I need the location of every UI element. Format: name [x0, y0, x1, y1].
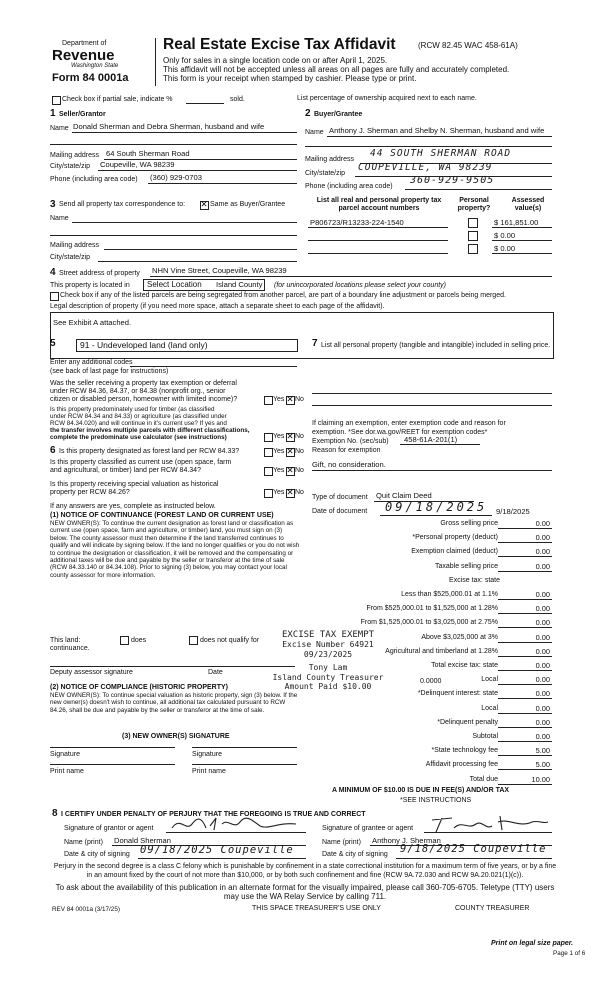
legal-description: See Exhibit A attached.	[53, 318, 132, 327]
calc-line	[498, 613, 552, 614]
personal-checkbox-2[interactable]	[468, 231, 478, 241]
calc-row	[312, 745, 560, 757]
seller-city-label: City/state/zip	[50, 163, 91, 170]
grantee-date-label: Date & city of signing	[322, 851, 388, 858]
header-line-3: This form is your receipt when stamped by cashier. Please type or print.	[163, 74, 417, 83]
calc-row	[312, 546, 560, 558]
section3-city-label: City/state/zip	[50, 254, 91, 261]
calc-value[interactable]: 0.00	[535, 675, 550, 685]
timber-no-checkbox[interactable]	[286, 433, 295, 442]
calc-row	[312, 617, 560, 629]
reason-label: Reason for exemption	[312, 447, 381, 454]
section3-name-line-2	[50, 235, 297, 236]
forest-yes-label: Yes	[273, 448, 285, 455]
form-number: Form 84 0001a	[52, 72, 129, 84]
buyer-name-line	[327, 136, 552, 137]
calc-value[interactable]: 0.00	[535, 590, 550, 599]
grantee-date-line	[396, 858, 552, 859]
new-owner-sig-label-2: Signature	[192, 751, 222, 758]
stamp-line-5: Island County Treasurer	[272, 672, 384, 682]
calc-row	[312, 688, 560, 700]
exemption-no[interactable]: 458-61A-201(1)	[404, 435, 458, 444]
historic-q2: property per RCW 84.26?	[50, 489, 130, 496]
calc-line	[498, 542, 552, 543]
historic-q1: Is this property receiving special valuation as historical	[50, 481, 219, 488]
personal-checkbox-1[interactable]	[468, 218, 478, 228]
rcw-reference: (RCW 82.45 WAC 458-61A)	[418, 41, 518, 50]
calc-line	[498, 528, 552, 529]
calc-value[interactable]: 0.00	[535, 661, 550, 670]
grantor-signature[interactable]	[170, 814, 300, 834]
header-divider	[155, 38, 156, 86]
calc-value[interactable]: 0.00	[535, 519, 550, 528]
forest-yes-checkbox[interactable]	[264, 448, 273, 457]
calc-row	[312, 532, 560, 544]
grantee-date-city[interactable]: 9/18/2025 Coupeville	[400, 843, 547, 855]
section3-number: 3	[50, 199, 56, 210]
personal-checkbox-3[interactable]	[468, 244, 478, 254]
calc-value[interactable]: 0.00	[535, 732, 550, 741]
notice1-body: NEW OWNER(S): To continue the current designation as forest land or classification as current use (open space, farm and agriculture, or timber) land, you must sign on (3) below. The county assessor must then determine if the land transferred continues to qualify and will indicate by signing below. If the land no longer qualifies or you do not wish to continue the designation or classification, it will be removed and the compensating or additional taxes will be due and payable by the seller or transferor at the time of sale (RCW 84.33.140 or 84.34.108). Prior to signing (3) below, you may contact your local county assessor for more information.	[50, 520, 300, 579]
additional-codes-note: (see back of last page for instructions)	[50, 368, 169, 375]
buyer-name-line-2	[305, 146, 552, 147]
historic-yes-label: Yes	[273, 489, 285, 496]
partial-sale-percent-line	[186, 103, 224, 104]
notice2-body: NEW OWNER(S): To continue special valuation as historic property, sign (3) below. If the new owner(s) doesn't wish to continue, all additional tax calculated pursuant to RCW 84.26, shall be due and payable by the seller or transferor at the time of sale.	[50, 692, 298, 714]
stamp-line-2: Excise Number 64921	[282, 640, 374, 649]
new-owner-print-line-1	[50, 764, 175, 765]
calc-label: Local	[481, 704, 498, 712]
stamp-line-6: Amount Paid $10.00	[284, 682, 372, 691]
doc-date-handwritten[interactable]: 09/18/2025	[385, 500, 488, 514]
calc-row	[312, 774, 560, 786]
dept-label: Department of	[62, 40, 107, 47]
timber-yes-label: Yes	[273, 433, 285, 440]
buyer-heading: Buyer/Grantee	[314, 111, 363, 118]
section5-number: 5	[50, 338, 56, 349]
county-note: (for unincorporated locations please select your county)	[274, 282, 446, 289]
new-owner-print-label-1: Print name	[50, 768, 84, 775]
calc-label: Total due	[469, 775, 498, 783]
parcel-line-1	[308, 227, 448, 228]
calc-label: Above $3,025,000 at 3%	[421, 633, 498, 641]
section3-city-line	[98, 261, 297, 262]
calc-value[interactable]: 0.00	[535, 604, 550, 614]
calc-value[interactable]: 0.00	[535, 632, 550, 642]
deputy-sig-label: Deputy assessor signature	[50, 669, 133, 676]
exemption-q-line1: Was the seller receiving a property tax exemption or deferral	[50, 380, 237, 387]
seller-city[interactable]: Coupeville, WA 98239	[100, 160, 175, 169]
calc-label: Total excise tax: state	[431, 662, 498, 669]
segregated-checkbox[interactable]	[50, 292, 59, 301]
calc-row	[312, 603, 560, 615]
parcel-line-2	[308, 240, 448, 241]
calc-row	[312, 589, 560, 601]
calc-label: From $1,525,000.01 to $3,025,000 at 2.75%	[360, 619, 498, 627]
calc-value[interactable]: 0.00	[535, 561, 550, 571]
grantor-name[interactable]: Donald Sherman	[114, 836, 171, 845]
buyer-city[interactable]: COUPEVILLE, WA 98239	[358, 162, 493, 173]
doc-type-label: Type of document	[312, 494, 368, 501]
seller-mail[interactable]: 64 South Sherman Road	[106, 149, 190, 158]
forest-no-label: No	[295, 448, 304, 455]
calc-label: *Personal property (deduct)	[412, 534, 498, 542]
forest-q: Is this property designated as forest land per RCW 84.33?	[59, 448, 240, 455]
buyer-phone-label: Phone (including area code)	[305, 183, 393, 190]
seller-mail-label: Mailing address	[50, 152, 100, 159]
buyer-phone[interactable]: 360-929-9505	[410, 175, 495, 186]
partial-sale-sold: sold.	[230, 96, 245, 103]
personal-property-line-2	[312, 405, 552, 406]
calc-label: Less than $525,000.01 at 1.1%	[401, 591, 498, 598]
calc-line	[498, 741, 552, 742]
buyer-number: 2	[305, 108, 311, 119]
new-owner-sig-line-2	[192, 747, 297, 748]
local-rate: 0.0000	[420, 678, 442, 685]
calc-line	[498, 642, 552, 643]
calc-value[interactable]: 10.00	[531, 774, 550, 784]
new-owner-sig-line-1	[50, 747, 175, 748]
revenue-logo-text: Revenue	[52, 47, 115, 64]
assessed-value-3[interactable]: $ 0.00	[494, 244, 516, 253]
partial-sale-checkbox[interactable]	[52, 96, 61, 105]
timber-q-line2: under RCW 84.34 and 84.33) or agriculture (as classified under	[50, 413, 227, 420]
calc-line	[498, 769, 552, 770]
calc-line	[498, 727, 552, 728]
grantor-date-label: Date & city of signing	[64, 851, 130, 858]
historic-no-label: No	[295, 489, 304, 496]
section3-name-line	[72, 222, 297, 223]
calc-line	[498, 599, 552, 600]
additional-codes-line	[130, 366, 297, 367]
notice2-heading: (2) NOTICE OF COMPLIANCE (HISTORIC PROPERTY)	[50, 684, 228, 691]
calc-line	[498, 556, 552, 557]
new-owner-print-line-2	[192, 764, 297, 765]
historic-no-checkbox[interactable]	[286, 489, 295, 498]
calc-label: Local	[481, 676, 498, 684]
seller-heading: Seller/Grantor	[59, 111, 106, 118]
buyer-mail-label: Mailing address	[305, 156, 355, 163]
exemption-q-line2: under RCW 84.36, 84.37, or 84.38 (nonprofit org., senior	[50, 388, 226, 395]
assessed-line-1	[492, 227, 552, 228]
calc-label: Excise tax: state	[449, 576, 500, 584]
calc-value[interactable]: 0.00	[535, 703, 550, 713]
same-as-buyer-checkbox[interactable]	[200, 201, 209, 210]
page-title: Real Estate Excise Tax Affidavit	[163, 36, 396, 53]
section3-mail-label: Mailing address	[50, 242, 100, 249]
assessed-line-3	[492, 253, 552, 254]
doc-type[interactable]: Quit Claim Deed	[376, 491, 432, 500]
calc-label: From $525,000.01 to $1,525,000 at 1.28%	[366, 605, 498, 613]
alt-format-note: To ask about the availability of this publication in an alternate format for the visually impaired, please call 360-705-6705. Teletype (TTY) users may use the WA Relay Service by calling 711.	[55, 883, 555, 901]
partial-sale-label: Check box if partial sale, indicate %	[62, 96, 173, 103]
grantor-date-city[interactable]: 09/18/2025 Coupeville	[140, 844, 294, 856]
personal-property-line-1	[312, 393, 552, 394]
calc-value[interactable]: 0.00	[535, 646, 550, 656]
calc-value[interactable]: 0.00	[535, 533, 550, 543]
timber-no-label: No	[295, 433, 304, 440]
buyer-mail[interactable]: 44 SOUTH SHERMAN ROAD	[370, 148, 512, 159]
legal-label: Legal description of property (if you need more space, attach a separate sheet to each page of the affidavit).	[50, 303, 385, 310]
stamp-line-1: EXCISE TAX EXEMPT	[281, 630, 375, 640]
seller-phone[interactable]: (360) 929-0703	[150, 173, 202, 182]
calc-value[interactable]: 0.00	[535, 717, 550, 727]
exemption-yes-checkbox[interactable]	[264, 396, 273, 405]
located-label: This property is located in	[50, 282, 130, 289]
timber-q-line1: Is this property predominately used for timber (as classified	[50, 406, 215, 413]
stamp-line-3: 09/23/2025	[303, 649, 353, 659]
section3-label: Send all property tax correspondence to:	[59, 201, 186, 208]
exemption-no-label: No	[295, 396, 304, 403]
grantor-name-label: Name (print)	[64, 839, 103, 846]
exemption-instr-1: If claiming an exemption, enter exemption code and reason for	[312, 420, 506, 427]
current-use-no-label: No	[295, 467, 304, 474]
street-label: Street address of property	[59, 270, 140, 277]
parcel-number-1[interactable]: P806723/R13233-224-1540	[310, 218, 404, 227]
forest-no-checkbox[interactable]	[286, 448, 295, 457]
calc-row	[312, 561, 560, 573]
calc-value[interactable]: 0.00	[535, 547, 550, 557]
new-owner-print-label-2: Print name	[192, 768, 226, 775]
parcel-col-header: List all real and personal property tax parcel account numbers	[316, 197, 442, 212]
calc-row	[312, 646, 560, 658]
current-use-yes-checkbox[interactable]	[264, 467, 273, 476]
section3-mail-line	[104, 249, 297, 250]
section7-number: 7	[312, 338, 318, 349]
calc-row	[312, 575, 560, 587]
exemption-yes-label: Yes	[273, 396, 285, 403]
seller-city-line	[98, 170, 297, 171]
calc-line	[498, 784, 552, 785]
header-line-1: Only for sales in a single location code on or after April 1, 2025.	[163, 56, 388, 65]
calc-line	[498, 670, 552, 671]
calc-label: Taxable selling price	[434, 562, 498, 570]
doc-date-typed: 9/18/2025	[496, 507, 530, 516]
assessed-value-1[interactable]: $ 161,851.00	[494, 218, 539, 227]
use-code-value: 91 - Undeveloped land (land only)	[80, 340, 208, 350]
perjury-statement: Perjury in the second degree is a class C felony which is punishable by confinement in a state correctional institution for a maximum term of five years, or by a fine in an amount fixed by the court of not more than $10,000, or by both such confinement and fine (RCW 9A.72.030 and RCW 9A.20.021(1)(c)).	[53, 863, 557, 879]
grantee-name[interactable]: Anthony J. Sherman	[372, 836, 441, 845]
calc-row	[312, 731, 560, 743]
assessed-line-2	[492, 240, 552, 241]
seller-name-label: Name	[50, 125, 69, 132]
calc-line	[498, 713, 552, 714]
calc-value[interactable]: 0.00	[535, 618, 550, 628]
legal-paper-note: Print on legal size paper.	[491, 940, 574, 947]
calc-label: *State technology fee	[431, 747, 498, 755]
section6-number: 6	[50, 445, 56, 456]
timber-q-line3: RCW 84.34.020) and will continue in it's current use? If yes and	[50, 420, 227, 427]
street-line	[150, 276, 552, 277]
exemption-q-line3: citizen or disabled person, homeowner with limited income)?	[50, 396, 238, 403]
calc-line	[498, 698, 552, 699]
buyer-name[interactable]: Anthony J. Sherman and Shelby N. Sherman, husband and wife	[329, 126, 545, 135]
calc-label: Gross selling price	[440, 520, 498, 527]
exemption-instr-2: exemption. *See dor.wa.gov/REET for exemption codes*	[312, 429, 488, 436]
minimum-fee-note: A MINIMUM OF $10.00 IS DUE IN FEE(S) AND/OR TAX	[332, 787, 510, 794]
buyer-city-label: City/state/zip	[305, 170, 346, 177]
ownership-note: List percentage of ownership acquired next to each name.	[297, 95, 477, 102]
doc-date-line	[380, 515, 492, 516]
buyer-name-label: Name	[305, 129, 324, 136]
this-land-label: This land:	[50, 637, 81, 644]
current-use-no-checkbox[interactable]	[286, 467, 295, 476]
calc-row	[312, 660, 560, 672]
seller-number: 1	[50, 108, 56, 119]
calc-label: *Delinquent interest: state	[417, 690, 498, 698]
timber-q-line4: the transfer involves multiple parcels with different classifications,	[50, 427, 250, 434]
deputy-sig-line	[50, 666, 295, 667]
grantee-name-label: Name (print)	[322, 839, 361, 846]
stamp-line-4: Tony Lam	[308, 663, 348, 672]
deputy-date-label: Date	[208, 669, 223, 676]
certify-statement: I CERTIFY UNDER PENALTY OF PERJURY THAT THE FOREGOING IS TRUE AND CORRECT	[61, 811, 366, 818]
street-address[interactable]: NHN Vine Street, Coupeville, WA 98239	[152, 266, 287, 275]
calc-value[interactable]: 0.00	[535, 689, 550, 699]
new-owner-sig-label-1: Signature	[50, 751, 80, 758]
state-label: Washington State	[71, 63, 119, 69]
seller-phone-line	[148, 183, 297, 184]
section7-label: List all personal property (tangible and intangible) included in selling price.	[321, 342, 551, 349]
current-use-yes-label: Yes	[273, 467, 285, 474]
seller-name-line	[72, 132, 297, 133]
reason-line	[312, 470, 552, 471]
segregated-label: Check box if any of the listed parcels are being segregated from another parcel, are part of a boundary line adjustment or parcels being merged.	[60, 292, 506, 299]
current-use-q2: and agricultural, or timber) land per RCW 84.34?	[50, 467, 201, 474]
grantee-signature[interactable]	[428, 812, 552, 834]
calc-value[interactable]: 5.00	[535, 746, 550, 756]
calc-label: *Delinquent penalty	[437, 718, 498, 726]
land-does-not-checkbox[interactable]	[189, 636, 198, 645]
land-does-label: does	[131, 637, 147, 644]
seller-name-line-2	[50, 144, 297, 145]
calc-line	[498, 656, 552, 657]
calc-value[interactable]: 5.00	[535, 760, 550, 770]
page-number: Page 1 of 6	[553, 950, 586, 957]
notice3-heading: (3) NEW OWNER(S) SIGNATURE	[122, 733, 230, 740]
grantor-date-line	[138, 858, 306, 859]
assessed-value-2[interactable]: $ 0.00	[494, 231, 516, 240]
land-does-checkbox[interactable]	[120, 636, 129, 645]
timber-q-line5: complete the predominate use calculator (see instructions)	[50, 434, 227, 441]
buyer-phone-line	[405, 189, 552, 190]
exemption-no-label: Exemption No. (sec/sub)	[312, 438, 389, 445]
calc-line	[498, 755, 552, 756]
calc-row	[312, 518, 560, 530]
revision-label: REV 84 0001a (3/17/25)	[52, 906, 120, 913]
exemption-no-line	[400, 444, 480, 445]
personal-col-header: Personal property?	[457, 197, 491, 212]
calc-line	[498, 684, 552, 685]
section8-number: 8	[52, 808, 58, 819]
assessed-col-header: Assessed value(s)	[511, 197, 545, 212]
notice1-heading: (1) NOTICE OF CONTINUANCE (FOREST LAND OR CURRENT USE)	[50, 512, 274, 519]
if-yes-note: If any answers are yes, complete as instructed below.	[50, 503, 216, 510]
treasurer-use-label: THIS SPACE TREASURER'S USE ONLY	[252, 905, 381, 912]
grantor-sig-label: Signature of grantor or agent	[64, 825, 154, 832]
land-does-not-label: does not qualify for	[200, 637, 260, 644]
section4-number: 4	[50, 267, 56, 278]
calc-label: Affidavit processing fee	[425, 761, 498, 769]
county-treasurer-label: COUNTY TREASURER	[455, 905, 530, 912]
calc-label: Exemption claimed (deduct)	[411, 548, 498, 556]
see-instructions: *SEE INSTRUCTIONS	[400, 797, 472, 804]
calc-line	[498, 627, 552, 628]
additional-codes-label: Enter any additional codes	[50, 359, 133, 366]
timber-yes-checkbox[interactable]	[264, 433, 273, 442]
exemption-no-checkbox[interactable]	[286, 396, 295, 405]
calc-label: Agricultural and timberland at 1.28%	[385, 647, 498, 655]
calc-row	[312, 717, 560, 729]
reason-value[interactable]: Gift, no consideration.	[312, 460, 386, 469]
parcel-line-3	[308, 253, 448, 254]
seller-phone-label: Phone (including area code)	[50, 176, 138, 183]
current-use-q1: Is this property classified as current use (open space, farm	[50, 459, 232, 466]
historic-yes-checkbox[interactable]	[264, 489, 273, 498]
calc-row	[312, 759, 560, 771]
location-select-value: Select Location	[147, 280, 202, 289]
seller-name[interactable]: Donald Sherman and Debra Sherman, husband and wife	[73, 122, 265, 131]
calc-row	[312, 703, 560, 715]
grantee-sig-label: Signature of grantee or agent	[322, 825, 414, 832]
calc-label: Subtotal	[472, 733, 498, 740]
section3-name-label: Name	[50, 215, 69, 222]
calc-row	[312, 632, 560, 644]
county-value: Island County	[216, 280, 263, 289]
calc-line	[498, 571, 552, 572]
header-line-2: This affidavit will not be accepted unless all areas on all pages are fully and accurately completed.	[163, 65, 510, 74]
doc-date-label: Date of document	[312, 508, 368, 515]
same-as-buyer-label: Same as Buyer/Grantee	[210, 201, 286, 208]
continuance-label: continuance.	[50, 645, 90, 652]
